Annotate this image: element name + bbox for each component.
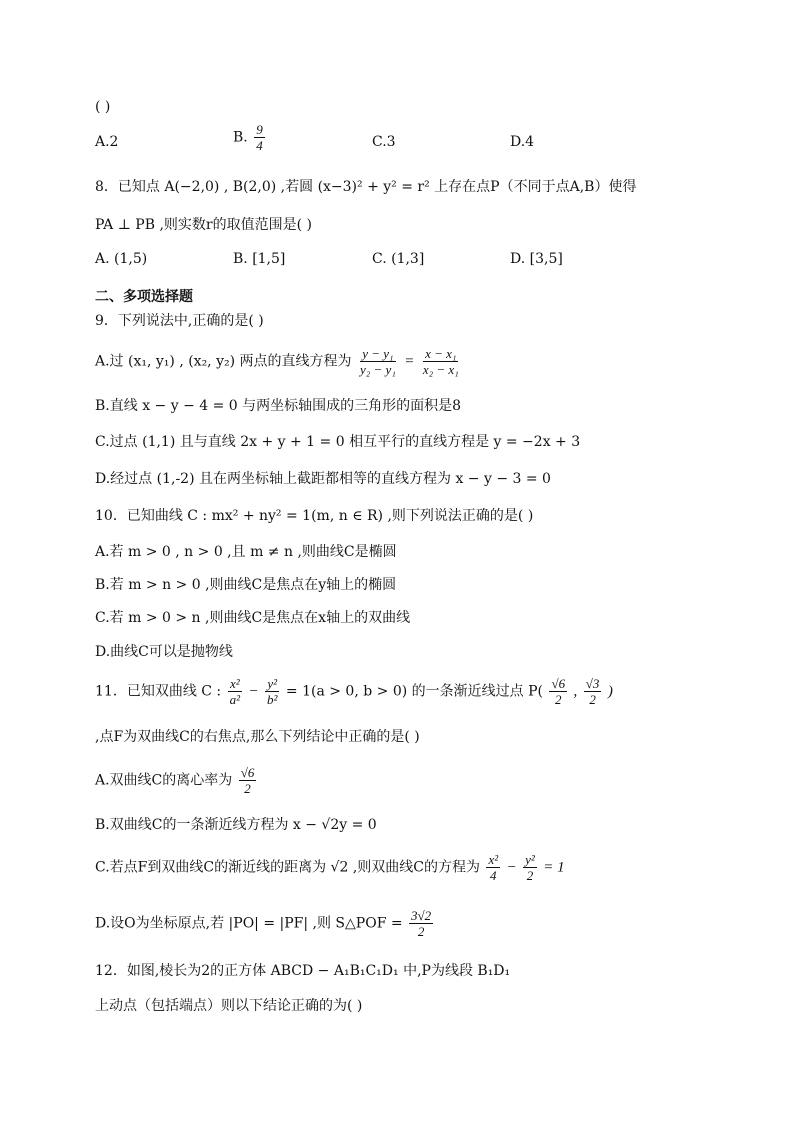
fraction-denominator: 2 — [589, 692, 596, 707]
q11-stem-pre: 11．已知双曲线 C : — [95, 683, 222, 700]
q7-option-b-fraction — [254, 122, 265, 153]
fraction-numerator: y² — [267, 676, 278, 691]
q11-fraction-x2-a2 — [228, 676, 242, 707]
q11-point-y — [584, 676, 602, 707]
q9-option-b: B.直线 x − y − 4 = 0 与两坐标轴围成的三角形的面积是8 — [95, 398, 462, 414]
q7-option-a: A.2 — [95, 134, 119, 150]
fraction-denominator: 2 — [526, 868, 534, 883]
q12-stem-line2: 上动点（包括端点）则以下结论正确的为( ) — [95, 998, 363, 1014]
q11-stem-line2: ,点F为双曲线C的右焦点,那么下列结论中正确的是( ) — [95, 729, 420, 745]
q7-stem-tail: ( ) — [95, 99, 111, 115]
q8-option-b: B. [1,5] — [233, 251, 286, 267]
q11-close: ) — [607, 683, 613, 700]
fraction-denominator: b² — [267, 692, 278, 707]
q9-option-a-equals: = — [404, 353, 415, 370]
q11-stem-mid: = 1(a > 0, b > 0) 的一条渐近线过点 P( — [285, 683, 543, 700]
q10-option-d: D.曲线C可以是抛物线 — [95, 644, 233, 660]
q11-fraction-y2-b2 — [265, 676, 279, 707]
fraction-numerator: √6 — [551, 676, 566, 691]
fraction-denominator: a² — [229, 692, 241, 707]
q9-option-d: D.经过点 (1,-2) 且在两坐标轴上截距都相等的直线方程为 x − y − 3 = 0 — [95, 471, 551, 487]
fraction-numerator: x − x₁ — [425, 346, 457, 361]
q9-option-c: C.过点 (1,1) 且与直线 2x + y + 1 = 0 相互平行的直线方程是 y = −2x + 3 — [95, 434, 581, 450]
q11-option-b: B.双曲线C的一条渐近线方程为 x − √2y = 0 — [95, 817, 377, 833]
q11-option-c-minus: − — [506, 859, 517, 876]
q11-stem-line1 — [95, 676, 613, 707]
q12-stem-line1: 12．如图,棱长为2的正方体 ABCD − A₁B₁C₁D₁ 中,P为线段 B₁D₁ — [95, 963, 511, 979]
q8-option-c: C. (1,3] — [372, 251, 425, 267]
q7-option-c: C.3 — [372, 134, 396, 150]
fraction-denominator: 2 — [417, 924, 425, 939]
q8-stem-line1: 8．已知点 A(−2,0) , B(2,0) ,若圆 (x−3)² + y² = r² 上存在点P（不同于点A,B）使得 — [95, 179, 637, 195]
fraction-denominator: x₂ − x₁ — [422, 362, 459, 377]
q11-option-c — [95, 852, 565, 883]
fraction-denominator: 2 — [244, 781, 251, 796]
q9-option-a-fraction-1 — [358, 346, 398, 377]
q10-option-b: B.若 m > n > 0 ,则曲线C是焦点在y轴上的椭圆 — [95, 577, 397, 593]
q11-option-a-fraction — [239, 765, 257, 796]
q7-option-b-num: 9 — [256, 122, 263, 137]
q9-option-a — [95, 346, 463, 377]
q7-option-b-den: 4 — [256, 138, 263, 153]
fraction-numerator: 3√2 — [411, 908, 432, 923]
q11-option-d-text: D.设O为坐标原点,若 |PO| = |PF| ,则 S△POF = — [95, 915, 403, 932]
fraction-denominator: y₂ − y₁ — [359, 362, 396, 377]
q9-stem: 9．下列说法中,正确的是( ) — [95, 313, 264, 329]
q11-minus: − — [248, 683, 259, 700]
q11-comma: , — [573, 683, 578, 700]
q11-option-c-fraction-2 — [523, 852, 537, 883]
fraction-numerator: x² — [488, 852, 499, 867]
q11-option-d-fraction — [409, 908, 433, 939]
q10-stem: 10．已知曲线 C : mx² + ny² = 1(m, n ∈ R) ,则下列说法正确的是( ) — [95, 508, 534, 524]
q8-option-a: A. (1,5) — [95, 251, 148, 267]
fraction-denominator: 4 — [490, 868, 497, 883]
q7-option-b-label: B. — [233, 129, 248, 146]
fraction-numerator: √6 — [240, 765, 255, 780]
q11-option-c-post: = 1 — [543, 859, 565, 876]
section-heading: 二、多项选择题 — [95, 289, 193, 305]
q9-option-a-fraction-2 — [421, 346, 461, 377]
fraction-numerator: √3 — [585, 676, 600, 691]
q10-option-a: A.若 m > 0 , n > 0 ,且 m ≠ n ,则曲线C是椭圆 — [95, 544, 397, 560]
q11-point-x — [549, 676, 567, 707]
q11-option-c-fraction-1 — [486, 852, 500, 883]
q11-option-a — [95, 765, 258, 796]
q9-option-a-text: A.过 (x₁, y₁) , (x₂, y₂) 两点的直线方程为 — [95, 353, 352, 370]
q11-option-a-text: A.双曲线C的离心率为 — [95, 772, 233, 789]
q11-option-d — [95, 908, 435, 939]
fraction-numerator: y − y₁ — [362, 346, 394, 361]
q8-stem-line2: PA ⊥ PB ,则实数r的取值范围是( ) — [95, 217, 312, 233]
q11-option-c-text: C.若点F到双曲线C的渐近线的距离为 √2 ,则双曲线C的方程为 — [95, 859, 480, 876]
q10-option-c: C.若 m > 0 > n ,则曲线C是焦点在x轴上的双曲线 — [95, 610, 411, 626]
q7-option-b — [233, 122, 267, 153]
fraction-numerator: x² — [229, 676, 240, 691]
fraction-numerator: y² — [525, 852, 535, 867]
q8-option-d: D. [3,5] — [510, 251, 563, 267]
q7-option-d: D.4 — [510, 134, 535, 150]
fraction-denominator: 2 — [555, 692, 562, 707]
